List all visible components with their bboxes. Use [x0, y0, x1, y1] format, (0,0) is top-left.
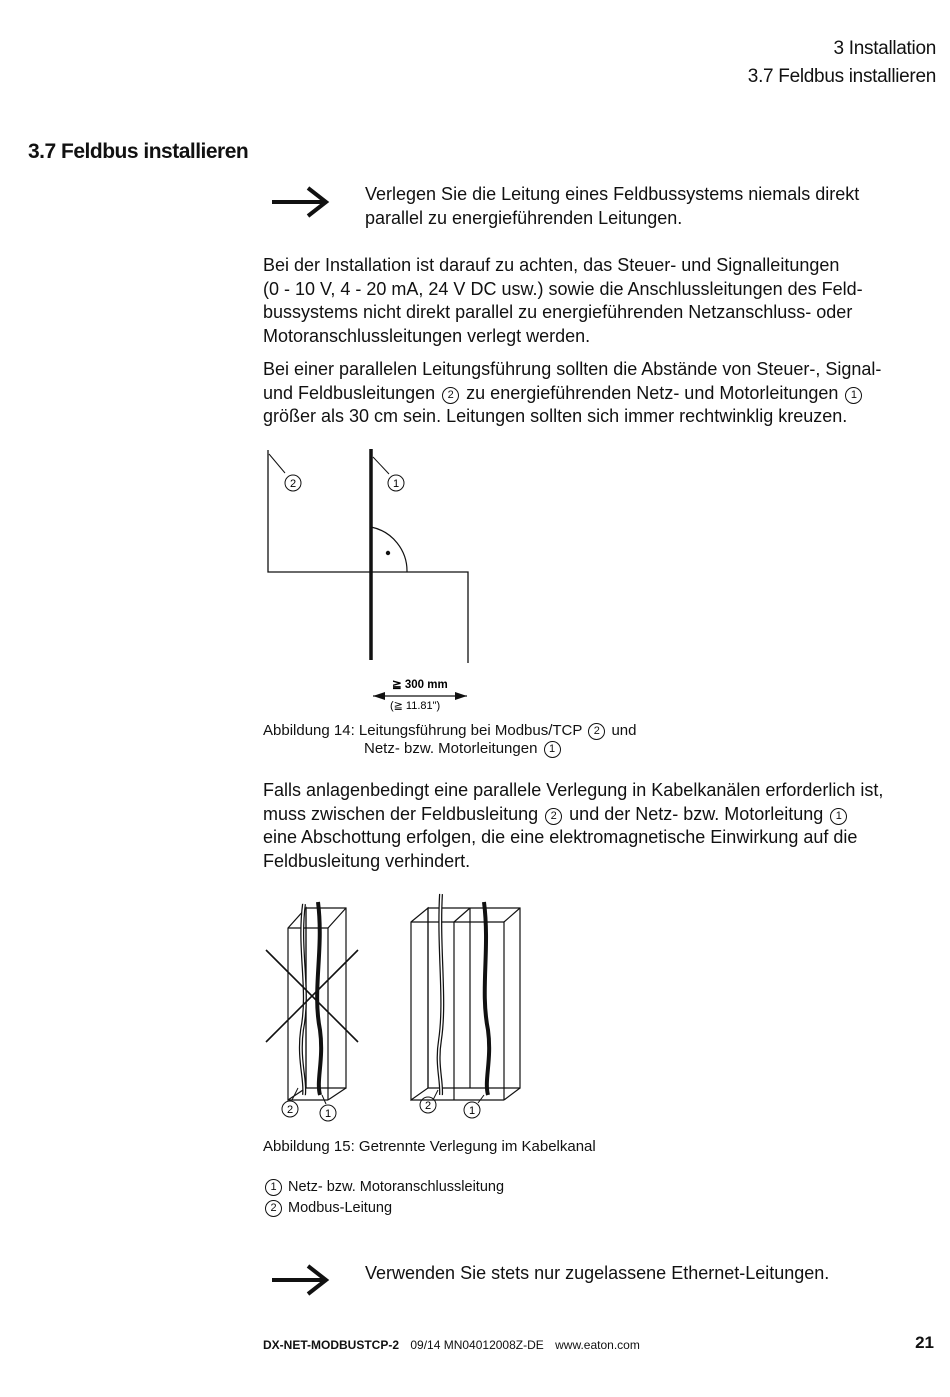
header-chapter: 3 Installation [833, 38, 936, 59]
figure-14-label-2: 2 [289, 478, 297, 490]
arrow-right-icon [270, 184, 332, 220]
footer-doc-number: 09/14 MN04012008Z-DE [410, 1338, 544, 1352]
legend-item-2: 2 Modbus-Leitung [263, 1198, 504, 1219]
footer-product: DX-NET-MODBUSTCP-2 [263, 1338, 400, 1352]
circle-1: 1 [544, 741, 561, 758]
note2-text: Verwenden Sie stets nur zugelassene Ethernet-Leitungen. [365, 1263, 830, 1283]
figure-15-right-label-1: 1 [468, 1105, 476, 1117]
circle-1: 1 [830, 808, 847, 825]
figure-15-left-label-2: 2 [286, 1104, 294, 1116]
figure-14-diagram [260, 445, 480, 717]
circle-2: 2 [442, 387, 459, 404]
section-title: 3.7 Feldbus installieren [28, 140, 249, 163]
arrow-right-icon [270, 1262, 332, 1298]
circle-1: 1 [845, 387, 862, 404]
figure-15-left-label-1: 1 [324, 1108, 332, 1120]
page-number: 21 [915, 1333, 934, 1352]
paragraph-1: Bei der Installation ist darauf zu achten, das Steuer- und Signalleitungen (0 - 10 V, 4 - 20 mA, 24 V DC usw.) sowie die Anschlussleitungen des Feld- bussystems nicht direkt parallel zu energieführenden Netzanschluss- oder Motoranschlussleitungen verlegt werden. [263, 255, 863, 346]
figure-14-dim-mm: ≧ 300 mm [392, 679, 448, 691]
header-section: 3.7 Feldbus installieren [747, 66, 936, 87]
legend-item-1: 1 Netz- bzw. Motoranschlussleitung [263, 1177, 504, 1198]
figure-14-dim-in: (≧ 11.81") [390, 700, 441, 712]
cable-duct-right [411, 908, 520, 1100]
figure-15-right-label-2: 2 [424, 1100, 432, 1112]
figure-15-diagram [258, 890, 528, 1130]
page-footer [263, 1338, 648, 1352]
note1-text: Verlegen Sie die Leitung eines Feldbussystems niemals direkt parallel zu energieführenden Leitungen. [365, 184, 860, 228]
circle-2: 2 [588, 723, 605, 740]
paragraph-2: Bei einer parallelen Leitungsführung sollten die Abstände von Steuer-, Signal- und Feldbusleitungen 2 zu energieführenden Netz- und Motorleitungen 1 größer als 30 cm sein. Leitungen sollten sich immer rechtwinklig kreuzen. [263, 359, 882, 426]
figure-15-caption: Abbildung 15: Getrennte Verlegung im Kabelkanal [263, 1138, 596, 1155]
circle-2: 2 [545, 808, 562, 825]
figure-14-label-1: 1 [392, 478, 400, 490]
footer-url[interactable]: www.eaton.com [555, 1338, 640, 1352]
paragraph-3: Falls anlagenbedingt eine parallele Verlegung in Kabelkanälen erforderlich ist, muss zwischen der Feldbusleitung 2 und der Netz- bzw. Motorleitung 1 eine Abschottung erfolgen, die eine elektromagnetische Einwirkung auf die Feldbusleitung verhindert. [263, 780, 884, 871]
figure-15-legend [263, 1177, 504, 1219]
figure-14-caption: Abbildung 14: Leitungsführung bei Modbus/TCP 2 und Netz- bzw. Motorleitungen 1 [263, 722, 637, 757]
